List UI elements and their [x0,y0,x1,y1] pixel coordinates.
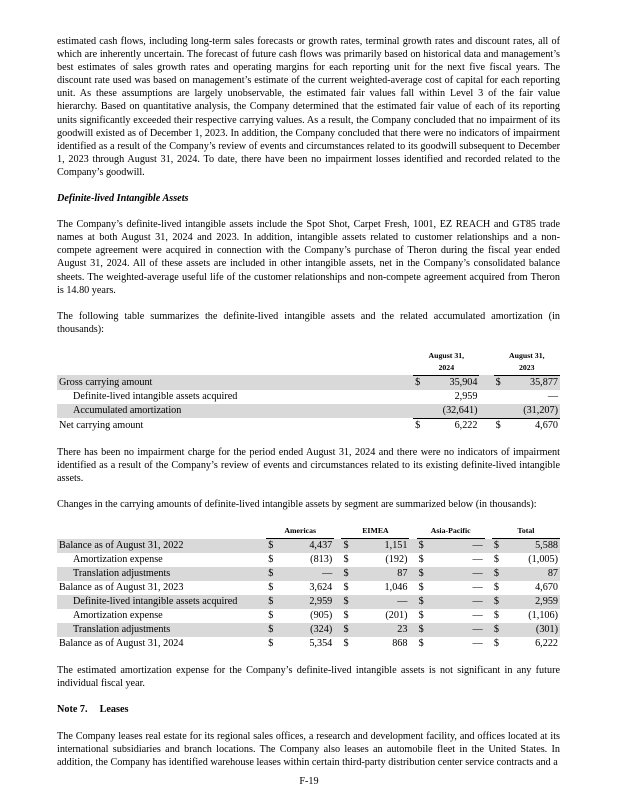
table-row [57,623,560,637]
cell-value: (1,005) [528,554,558,566]
note-number: Note 7. [57,704,88,716]
cell-dollar: $ [493,610,499,622]
cell-value: 3,624 [309,582,333,594]
cell-dollar: $ [494,375,508,390]
table-row [57,404,560,419]
cell-dollar: $ [417,567,430,581]
cell-value: 5,588 [505,539,560,554]
cell-dollar: $ [418,610,424,622]
cell-dollar: $ [266,595,279,609]
cell-value: 35,877 [508,375,560,390]
table-row [57,567,560,581]
cell-value: (1,106) [528,610,558,622]
cell-dollar: $ [492,595,505,609]
cell-dollar: $ [268,638,274,650]
column-header-aug-31-2023 [494,349,560,376]
page-number: F-19 [299,776,319,787]
cell-value: — [430,567,485,581]
cell-dollar: $ [418,554,424,566]
cell-label: Gross carrying amount [57,375,405,390]
paragraph-table2-intro: Changes in the carrying amounts of definite-lived intangible assets by segment are summarized below (in thousands): [57,499,537,511]
column-header-total: Total [492,524,560,539]
table-row [57,539,560,554]
column-header-americas: Americas [266,524,334,539]
cell-label: Amortization expense [73,610,163,622]
cell-label: Definite-lived intangible assets acquired [57,595,266,609]
cell-dollar [494,390,508,404]
cell-value: (201) [385,610,408,622]
section-heading-note-7-leases [57,703,560,716]
cell-label: Net carrying amount [59,419,144,431]
cell-value: 2,959 [280,595,335,609]
cell-value: 2,959 [505,595,560,609]
cell-label: Definite-lived intangible assets acquired [73,390,238,402]
cell-value: 1,151 [355,539,410,554]
cell-label: Balance as of August 31, 2022 [57,539,266,554]
cell-dollar: $ [266,623,279,637]
table-header-row [57,524,560,539]
cell-value: 4,670 [508,418,560,433]
cell-value: — [472,638,483,650]
cell-label: Amortization expense [73,554,163,566]
cell-value: 868 [392,638,408,650]
cell-dollar: $ [341,567,354,581]
cell-dollar: $ [343,582,349,594]
cell-value: 4,670 [535,582,558,594]
table-row [57,637,560,651]
cell-dollar [413,404,427,419]
table-row [57,581,560,595]
cell-value: — [430,595,485,609]
cell-dollar: $ [493,638,499,650]
paragraph-table1-intro: The following table summarizes the definite-lived intangible assets and the related accumulated amortization (in thousands): [57,310,560,335]
cell-value: — [472,554,483,566]
table-row [57,375,560,390]
cell-value: 23 [355,623,410,637]
cell-dollar: $ [268,554,274,566]
cell-value: (32,641) [427,404,479,419]
cell-dollar: $ [343,554,349,566]
cell-value: (192) [385,554,408,566]
cell-label: Accumulated amortization [57,404,405,419]
cell-value: 35,904 [427,375,479,390]
cell-value: — [547,390,558,402]
cell-value: — [472,582,483,594]
table-row [57,390,560,404]
cell-value: 5,354 [309,638,333,650]
cell-value: (324) [280,623,335,637]
cell-value: 4,437 [280,539,335,554]
cell-value: — [472,610,483,622]
column-header-line: 2023 [518,362,535,372]
table-row [57,609,560,623]
cell-dollar: $ [341,623,354,637]
table-row [57,553,560,567]
cell-dollar: $ [493,554,499,566]
column-header-line: 2024 [438,362,455,372]
cell-dollar: $ [413,418,427,433]
cell-label: Translation adjustments [57,567,266,581]
cell-dollar: $ [341,539,354,554]
column-header-line: August 31, [509,350,545,360]
cell-label: Balance as of August 31, 2024 [59,638,184,650]
cell-dollar: $ [417,595,430,609]
cell-dollar: $ [417,623,430,637]
cell-dollar: $ [418,638,424,650]
cell-value: — [430,539,485,554]
cell-dollar: $ [418,582,424,594]
cell-value: (31,207) [508,404,560,419]
cell-dollar [413,390,427,404]
cell-value: (813) [310,554,333,566]
section-heading-definite-lived-intangible-assets: Definite-lived Intangible Assets [57,193,189,205]
cell-dollar: $ [492,539,505,554]
column-header-aug-31-2024 [413,349,479,376]
cell-label: Translation adjustments [57,623,266,637]
cell-label: Balance as of August 31, 2023 [59,582,184,594]
cell-value: 6,222 [427,418,479,433]
cell-value: (905) [310,610,333,622]
cell-dollar: $ [492,567,505,581]
cell-dollar: $ [343,638,349,650]
cell-value: 1,046 [384,582,408,594]
table-header-row [57,349,560,376]
cell-dollar: $ [494,418,508,433]
cell-value: 87 [355,567,410,581]
cell-value: — [430,623,485,637]
column-header-asia-pacific: Asia-Pacific [417,524,485,539]
cell-value: 6,222 [535,638,558,650]
cell-dollar: $ [266,539,279,554]
paragraph-no-impairment-charge: There has been no impairment charge for the period ended August 31, 2024 and there were no indicators of impairment identified as a result of the Company’s review of events and circumstances related to its existing definite-lived intangible assets. [57,446,560,485]
table-row-total [57,418,560,433]
column-header-line: August 31, [428,350,465,360]
cell-value: — [280,567,335,581]
cell-value: (301) [505,623,560,637]
cell-dollar: $ [268,582,274,594]
cell-dollar: $ [266,567,279,581]
cell-value: 87 [505,567,560,581]
cell-dollar: $ [341,595,354,609]
cell-value: 2,959 [454,390,478,402]
paragraph-amortization-expense: The estimated amortization expense for the Company’s definite-lived intangible assets is not significant in any future individual fiscal year. [57,665,560,690]
cell-dollar: $ [493,582,499,594]
note-title: Leases [99,704,129,716]
paragraph-goodwill-impairment: estimated cash flows, including long-term sales forecasts or growth rates, terminal growth rates and discount rates, all of which are inherently uncertain. The forecast of future cash flows was primarily based on historical data and management’s best estimates of sales growth rates and operating margins for each reporting unit for the next five fiscal years. The discount rate used was based on management’s estimate of the current weighted-average cost of capital for each reporting unit. As these assumptions are largely unobservable, the estimated fair values fall within Level 3 of the fair value hierarchy. Based on quantitative analysis, the Company determined that the estimated fair value of each of its reporting units significantly exceeded their respective carrying values. As a result, the Company concluded that no impairment of its goodwill existed as of December 1, 2023. In addition, the Company concluded that there were no indicators of impairment identified as a result of the Company’s review of events and circumstances related to its goodwill subsequent to December 1, 2023 through August 31, 2024. To date, there have been no impairment losses identified and recorded related to the Company’s goodwill. [57,36,560,178]
cell-dollar: $ [343,610,349,622]
column-header-eimea: EIMEA [341,524,409,539]
table-row [57,595,560,609]
cell-dollar: $ [268,610,274,622]
cell-dollar: $ [492,623,505,637]
cell-dollar [494,404,508,419]
intangible-assets-summary-table [57,349,560,433]
cell-value: — [355,595,410,609]
paragraph-leases: The Company leases real estate for its regional sales offices, a research and development facility, and offices located at its international subsidiaries and branch locations. The Company also leases an automobile fleet in the United States. In addition, the Company has identified warehouse leases within certain third-party distribution center service contracts and a [57,730,560,768]
cell-dollar: $ [417,539,430,554]
intangible-assets-by-segment-table [57,524,560,651]
cell-dollar: $ [413,375,427,390]
paragraph-intangible-assets-overview: The Company’s definite-lived intangible assets include the Spot Shot, Carpet Fresh, 1001, EZ REACH and GT85 trade names at both August 31, 2024 and 2023. In addition, intangible assets related to customer relationships and a non-compete agreement were acquired in connection with the Company’s purchase of Theron during the fiscal year ended August 31, 2024. All of these assets are included in other intangible assets, net in the Company’s consolidated balance sheets. The weighted-average useful life of the customer relationships and non-compete agreement acquired from Theron is 14.80 years. [57,219,560,296]
